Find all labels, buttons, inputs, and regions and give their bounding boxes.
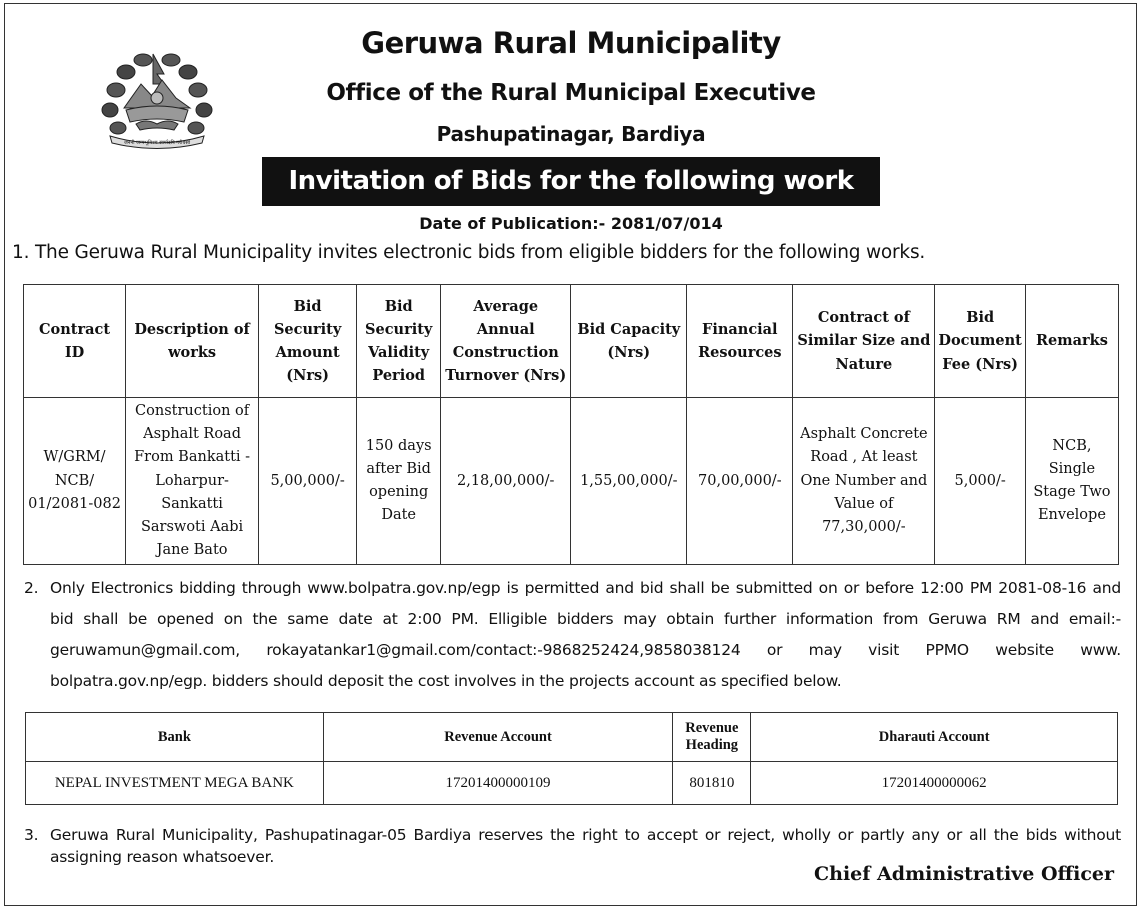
emblem-motto: जननी जन्मभूमिश्च स्वर्गादपि गरीयसी (123, 140, 191, 146)
bank-table (25, 712, 1118, 805)
location-title: Pashupatinagar, Bardiya (436, 122, 706, 146)
cell-dharauti-account: 17201400000062 (751, 762, 1118, 805)
header-bid-security-validity: Bid Security Validity Period (357, 285, 441, 398)
bank-table-header-row (26, 713, 1118, 762)
cell-document-fee: 5,000/- (935, 398, 1025, 565)
cell-financial-resources: 70,00,000/- (687, 398, 793, 565)
header-revenue-account: Revenue Account (323, 713, 673, 762)
cell-bid-security-amount: 5,00,000/- (259, 398, 357, 565)
cell-remarks: NCB, Single Stage Two Envelope (1025, 398, 1118, 565)
paragraph-3-number: 3. (24, 826, 39, 844)
cell-revenue-account: 17201400000109 (323, 762, 673, 805)
header-financial-resources: Financial Resources (687, 285, 793, 398)
invitation-banner: Invitation of Bids for the following work (262, 157, 880, 206)
cell-average-turnover: 2,18,00,000/- (441, 398, 571, 565)
header-description: Description of works (126, 285, 259, 398)
paragraph-2-text: Only Electronics bidding through www.bolpatra.gov.np/egp is permitted and bid shall be submitted on or before 12:00 PM 2081-08-16 and bid shall be opened on the same date at 2:00 PM. Elligible bidders may obtain further information from Geruwa RM and email:- geruwamun@gmail.com, rokayatankar1@gmail.com/contact:-9868252424,9858038124 or may visit PPMO website www. bolpatra.gov.np/egp. bidders should deposit the cost involves in the projects account as specified below. (50, 579, 1121, 690)
signature-title: Chief Administrative Officer (814, 863, 1114, 885)
paragraph-2 (24, 573, 1121, 697)
cell-description: Construction of Asphalt Road From Bankatti - Loharpur- Sankatti Sarswoti Aabi Jane Bato (126, 398, 259, 565)
paragraph-3 (24, 824, 1121, 868)
cell-contract-id: W/GRM/ NCB/ 01/2081-082 (24, 398, 126, 565)
header-average-turnover: Average Annual Construction Turnover (Nrs) (441, 285, 571, 398)
table-row (26, 762, 1118, 805)
municipality-title: Geruwa Rural Municipality (361, 26, 781, 60)
header-bid-security-amount: Bid Security Amount (Nrs) (259, 285, 357, 398)
cell-similar-contract: Asphalt Concrete Road , At least One Number and Value of 77,30,000/- (793, 398, 935, 565)
works-table-header-row (24, 285, 1119, 398)
paragraph-1-number: 1. (12, 242, 30, 263)
header-similar-contract: Contract of Similar Size and Nature (793, 285, 935, 398)
cell-bid-security-validity: 150 days after Bid opening Date (357, 398, 441, 565)
header-revenue-heading: Revenue Heading (673, 713, 751, 762)
table-row (24, 398, 1119, 565)
header-bid-capacity: Bid Capacity (Nrs) (571, 285, 687, 398)
publication-date: Date of Publication:- 2081/07/014 (419, 214, 723, 233)
header-contract-id: Contract ID (24, 285, 126, 398)
works-table (23, 284, 1119, 565)
header-remarks: Remarks (1025, 285, 1118, 398)
header-bank: Bank (26, 713, 324, 762)
header-dharauti-account: Dharauti Account (751, 713, 1118, 762)
cell-bid-capacity: 1,55,00,000/- (571, 398, 687, 565)
office-title: Office of the Rural Municipal Executive (326, 80, 816, 106)
cell-revenue-heading: 801810 (673, 762, 751, 805)
cell-bank-name: NEPAL INVESTMENT MEGA BANK (26, 762, 324, 805)
header-document-fee: Bid Document Fee (Nrs) (935, 285, 1025, 398)
paragraph-2-number: 2. (24, 579, 39, 597)
paragraph-1 (12, 242, 925, 263)
paragraph-1-text: The Geruwa Rural Municipality invites electronic bids from eligible bidders for the following works. (34, 242, 926, 263)
paragraph-3-text: Geruwa Rural Municipality, Pashupatinagar-05 Bardiya reserves the right to accept or reject, wholly or partly any or all the bids without assigning reason whatsoever. (50, 826, 1121, 866)
